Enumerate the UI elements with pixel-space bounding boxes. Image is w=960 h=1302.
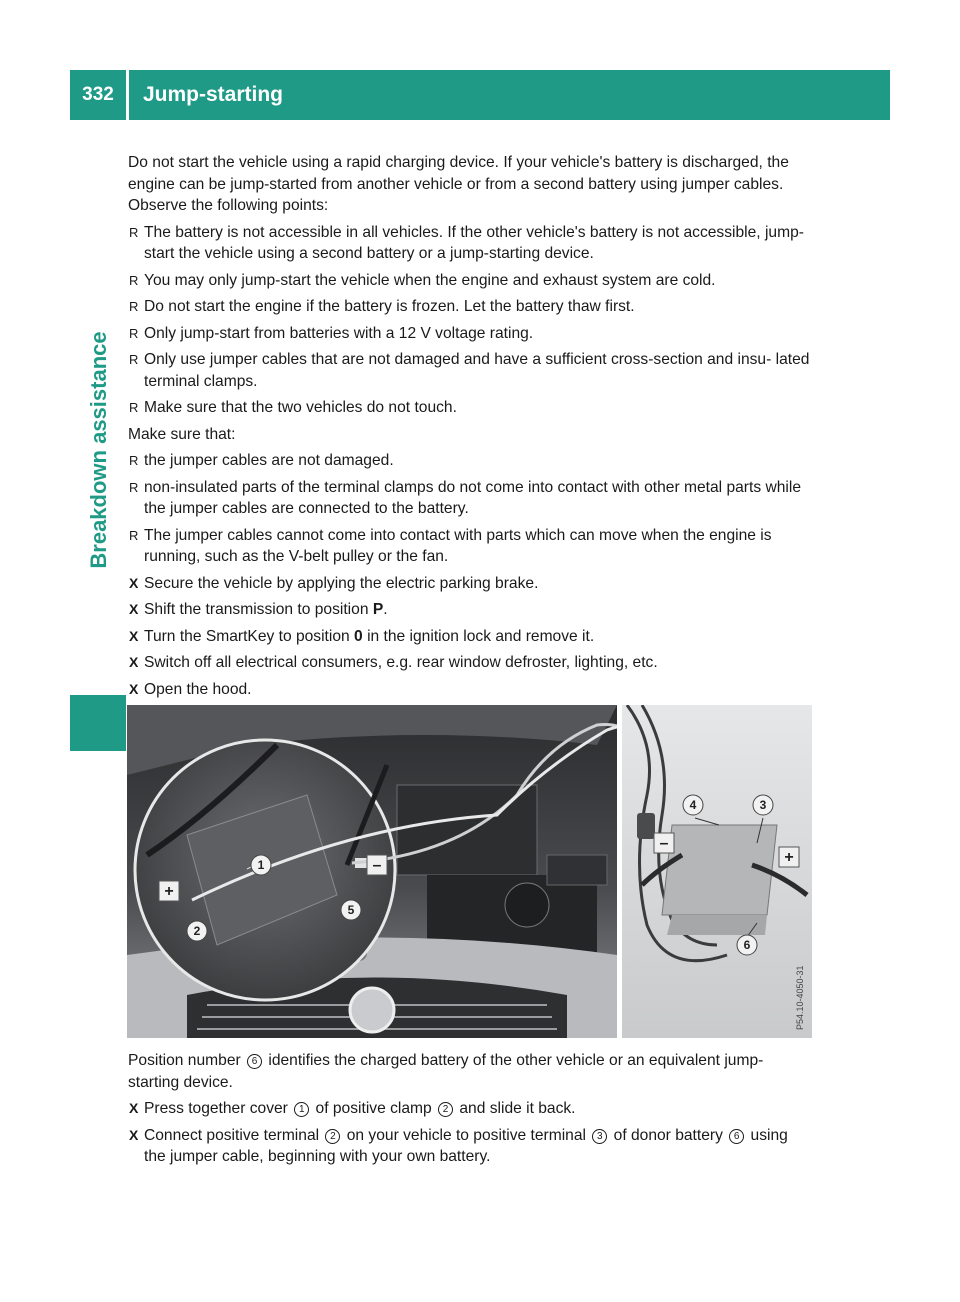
step-item: X Connect positive terminal 2 on your vehicle to positive terminal 3 of donor battery 6 using the jumper cable, beginning with your own battery. <box>129 1126 788 1165</box>
step-mark: X <box>129 654 139 670</box>
step-item: X Open the hood. <box>128 679 812 701</box>
step-item: X Press together cover 1 of positive clamp 2 and slide it back. <box>128 1098 812 1120</box>
make-sure-label: Make sure that: <box>128 425 236 443</box>
illustration-svg <box>127 705 812 1038</box>
svg-text:5: 5 <box>347 903 355 917</box>
step-mark: X <box>129 574 139 591</box>
logo-emblem <box>350 988 394 1032</box>
list-item: R Do not start the engine if the battery is frozen. Let the battery thaw first. <box>128 296 812 318</box>
step-mark: X <box>129 601 139 617</box>
svg-text:1: 1 <box>257 858 265 872</box>
bullet-mark: R <box>129 299 139 314</box>
step-mark: X <box>129 1100 139 1116</box>
donor-minus-marker: – <box>659 835 669 852</box>
bullet-mark: R <box>129 400 139 415</box>
sidebar-marker <box>70 695 126 751</box>
number-6-badge: 6 <box>247 1054 262 1069</box>
bullet-mark: R <box>129 453 139 468</box>
svg-text:6: 6 <box>743 938 751 952</box>
svg-text:4: 4 <box>689 798 697 812</box>
list-item: R Only use jumper cables that are not damaged and have a sufficient cross-section and insu- lated terminal clamps. <box>129 351 810 390</box>
bullet-mark: R <box>129 352 139 367</box>
jump-start-illustration <box>127 705 812 1038</box>
step-item: X Secure the vehicle by applying the electric parking brake. <box>128 573 812 595</box>
figure-code: P54.10-4050-31 <box>795 965 805 1030</box>
list-item: R the jumper cables are not damaged. <box>128 450 812 472</box>
bullet-mark: R <box>129 272 139 288</box>
page-number: 332 <box>70 70 126 120</box>
list-item: R The jumper cables cannot come into contact with parts which can move when the engine is running, such as the V-belt pulley or the fan. <box>129 526 772 565</box>
header-bar <box>129 70 890 120</box>
step-mark: X <box>129 627 139 644</box>
bullet-mark: R <box>129 224 139 240</box>
svg-text:3: 3 <box>759 798 767 812</box>
main-content <box>128 152 812 705</box>
list-item: R Only jump-start from batteries with a 12 V voltage rating. <box>128 323 812 345</box>
step-item: X Shift the transmission to position P. <box>128 599 812 621</box>
svg-text:2: 2 <box>193 924 201 938</box>
step-mark: X <box>129 1126 139 1143</box>
list-item: R You may only jump-start the vehicle when the engine and exhaust system are cold. <box>128 270 812 292</box>
list-item: R Make sure that the two vehicles do not touch. <box>128 397 812 419</box>
minus-marker: – <box>372 857 382 874</box>
position-paragraph: Position number 6 identifies the charged battery of the other vehicle or an equivalent jump- starting device. <box>128 1052 764 1091</box>
step-mark: X <box>129 680 139 697</box>
list-item: R The battery is not accessible in all vehicles. If the other vehicle's battery is not accessible, jump-start the vehicle using a second battery or a jump-starting device. <box>129 223 804 262</box>
bullet-mark: R <box>129 479 139 495</box>
step-item: X Switch off all electrical consumers, e.g. rear window defroster, lighting, etc. <box>128 652 812 674</box>
bullet-mark: R <box>129 325 139 341</box>
lower-content <box>128 1050 812 1173</box>
plus-marker: + <box>164 883 174 900</box>
bullet-mark: R <box>129 527 139 543</box>
list-item: R non-insulated parts of the terminal clamps do not come into contact with other metal parts while the jumper cables are connected to the battery. <box>129 478 802 517</box>
sidebar-label: Breakdown assistance <box>86 331 111 569</box>
step-item: X Turn the SmartKey to position 0 in the ignition lock and remove it. <box>128 626 812 648</box>
donor-plus-marker: + <box>784 849 794 866</box>
page-title: Jump-starting <box>143 83 284 106</box>
intro-paragraph: Do not start the vehicle using a rapid charging device. If your vehicle's battery is discharged, the engine can be jump-started from another vehicle or from a second battery using jumper cables. Observe the following points: <box>128 154 789 214</box>
